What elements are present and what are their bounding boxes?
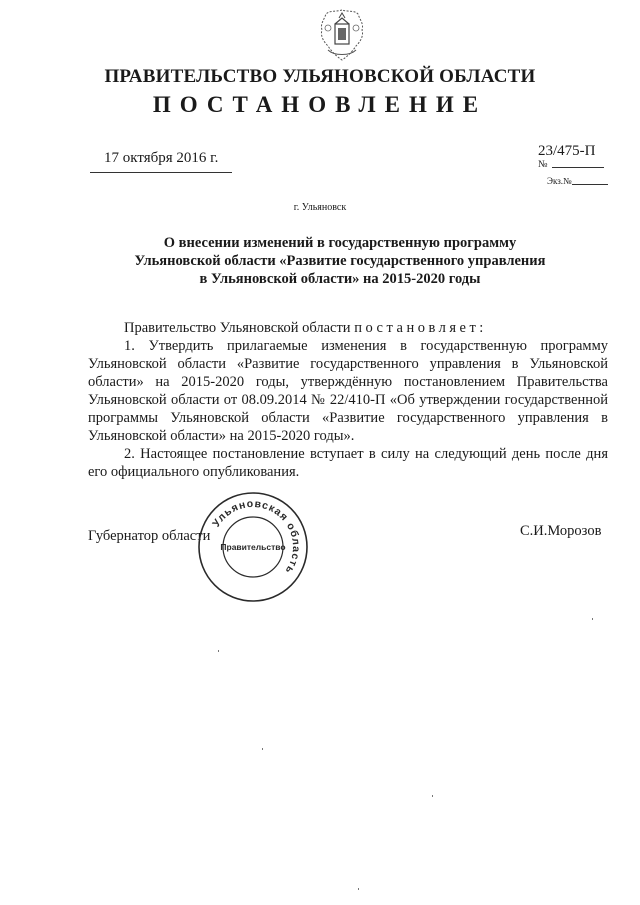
copy-number-label: Экз.№ (547, 176, 572, 186)
scan-speck (358, 888, 359, 890)
document-subject (120, 234, 560, 288)
subject-line: Ульяновской области «Развитие государственного управления (134, 253, 546, 269)
subject-line: в Ульяновской области» на 2015-2020 годы (199, 271, 481, 287)
subject-line: О внесении изменений в государственную программу (163, 235, 517, 251)
coat-of-arms-emblem-icon (316, 6, 368, 66)
copy-number-underline (572, 184, 608, 185)
document-type-title: ПОСТАНОВЛЕНИЕ (152, 92, 488, 117)
signatory-name: С.И.Морозов (520, 523, 602, 539)
number-underline (552, 167, 604, 168)
document-number: 23/475-П (538, 143, 596, 159)
document-body (88, 319, 608, 481)
preamble-text: Правительство Ульяновской области (124, 320, 351, 336)
scan-speck (432, 795, 433, 797)
government-title: ПРАВИТЕЛЬСТВО УЛЬЯНОВСКОЙ ОБЛАСТИ (104, 66, 536, 87)
signatory-title: Губернатор области (88, 528, 211, 544)
official-seal-stamp (196, 490, 310, 604)
preamble-paragraph (88, 319, 608, 337)
item-1-paragraph: 1. Утвердить прилагаемые изменения в государственную программу Ульяновской области «Развитие государственного управления в Ульяновской области» на 2015-2020 годы, утверждённую постановлением Правительства Ульяновской области от 08.09.2014 № 22/410-П «Об утверждении государственной программы Ульяновской области «Развитие государственного управления в Ульяновской области» на 2015-2020 годы». (88, 338, 608, 444)
date-underline (90, 172, 232, 173)
item-2-paragraph: 2. Настоящее постановление вступает в силу на следующий день после дня его официального опубликования. (88, 446, 608, 480)
scan-speck (592, 618, 593, 620)
seal-center-text: Правительство (220, 542, 286, 552)
city-name: г. Ульяновск (293, 202, 347, 213)
seal-ring-text: Ульяновская область (210, 497, 303, 577)
scan-speck (262, 748, 263, 750)
decree-word: постановляет: (354, 320, 487, 336)
number-label: № (538, 159, 548, 170)
document-date: 17 октября 2016 г. (104, 150, 219, 166)
scan-speck (218, 650, 219, 652)
